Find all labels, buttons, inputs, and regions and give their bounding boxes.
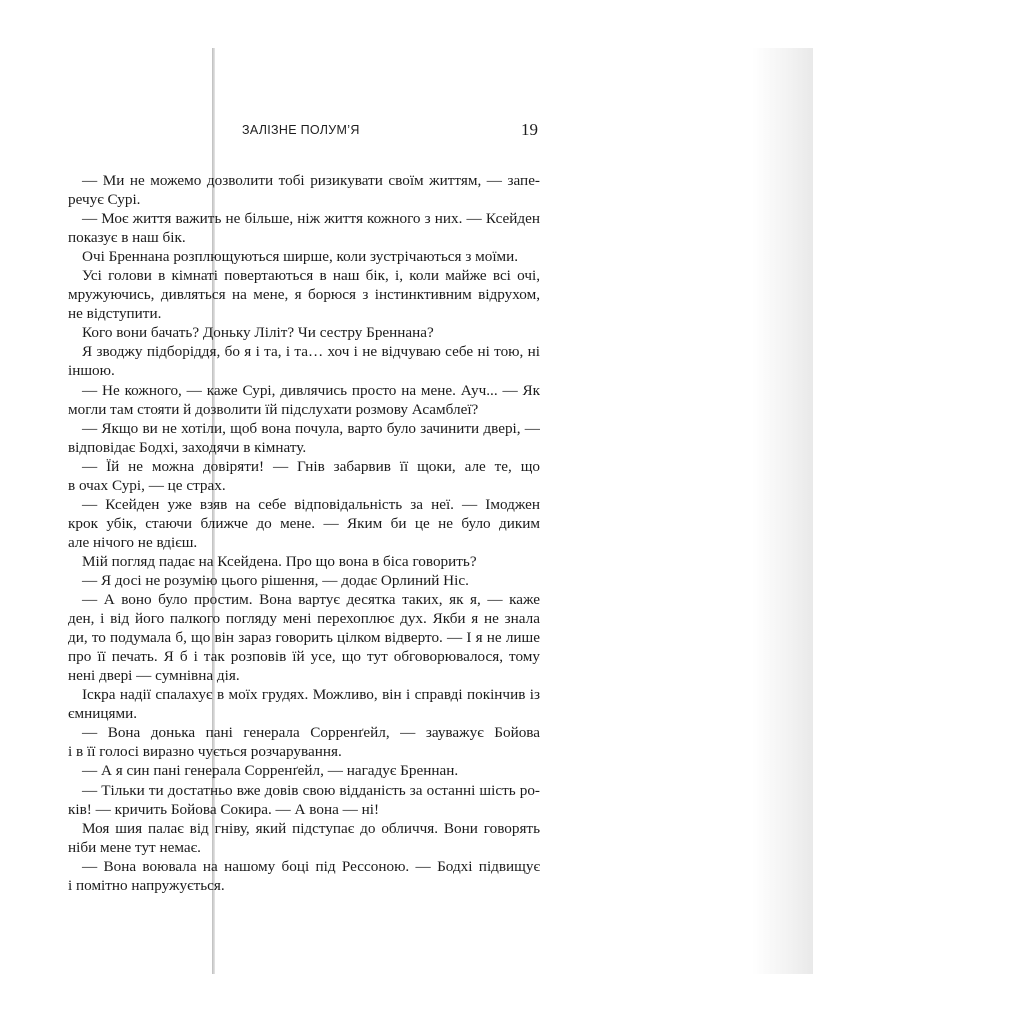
page-number: 19	[521, 120, 538, 139]
text-line: Мій погляд падає на Ксейдена. Про що вона в біса говорить?	[82, 552, 477, 570]
text-line: — А я син пані генерала Сорренґейл, — нагадує Бреннан.	[82, 762, 459, 780]
text-line: Іскра надії спалахує в моїх грудях. Можливо, він і справді покінчив із	[82, 686, 540, 704]
text-line: відповідає Бодхі, заходячи в кімнату.	[68, 438, 307, 456]
text-line: — Не кожного, — каже Сурі, дивлячись просто на мене. Ауч... — Як	[82, 381, 540, 399]
text-line: ків! — кричить Бойова Сокира. — А вона — ні!	[68, 800, 380, 818]
running-head: ЗАЛІЗНЕ ПОЛУМ’Я	[242, 123, 360, 137]
text-line: ди, то подумала б, що він зараз говорить цілком відверто. — І я не лише	[68, 629, 540, 647]
text-line: Кого вони бачать? Доньку Ліліт? Чи сестру Бреннана?	[82, 324, 434, 342]
text-line: показує в наш бік.	[68, 229, 186, 247]
text-line: — Ксейден уже взяв на себе відповідальність за неї. — Імоджен	[82, 495, 540, 513]
text-line: — Ми не можемо дозволити тобі ризикувати своїм життям, — запе-	[82, 172, 540, 189]
text-line: Моя шия палає від гніву, який підступає до обличчя. Вони говорять	[82, 819, 540, 837]
text-line: — Вона донька пані генерала Сорренґейл, — зауважує Бойова	[82, 724, 540, 742]
text-line: — Їй не можна довіряти! — Гнів забарвив її щоки, але те, що	[82, 457, 540, 475]
text-line: і помітно напружується.	[68, 876, 225, 894]
text-line: ємницями.	[68, 705, 138, 723]
text-line: Усі голови в кімнаті повертаються в наш бік, і, коли майже всі очі,	[82, 267, 540, 285]
text-line: Очі Бреннана розплющуються ширше, коли зустрічаються з моїми.	[82, 248, 519, 266]
text-line: іншою.	[68, 362, 115, 380]
text-line: — Тільки ти достатньо вже довів свою відданість за останні шість ро-	[82, 781, 540, 799]
text-line: мружуючись, дивляться на мене, я борюся з інстинктивним відрухом,	[68, 286, 540, 304]
text-line: в очах Сурі, — це страх.	[68, 476, 226, 494]
text-line: — Вона воювала на нашому боці під Рессоною. — Бодхі підвищує	[82, 857, 540, 875]
text-line: могли там стояти й дозволити їй підслухати розмову Асамблеї?	[68, 400, 479, 418]
text-line: — Моє життя важить не більше, ніж життя кожного з них. — Ксейден	[82, 210, 540, 228]
text-line: — А воно було простим. Вона вартує десятка таких, як я, — каже	[82, 591, 540, 609]
text-line: Я зводжу підборіддя, бо я і та, і та… хоч і не відчуваю себе ні тою, ні	[82, 343, 540, 361]
text-line: ніби мене тут немає.	[68, 838, 201, 856]
text-line: нені двері — сумнівна дія.	[68, 667, 240, 685]
text-line: речує Сурі.	[68, 191, 141, 209]
text-line: і в її голосі виразно чується розчарування.	[68, 743, 342, 761]
text-line: ден, і від його палкого погляду мені перехоплює дух. Якби я не знала	[68, 610, 540, 628]
text-line: але нічого не вдієш.	[68, 533, 198, 551]
text-line: не відступити.	[68, 305, 162, 323]
text-line: про її печать. Я б і так розповів їй усе, що тут обговорювалося, тому	[68, 648, 540, 666]
text-line: — Якщо ви не хотіли, щоб вона почула, варто було зачинити двері, —	[82, 419, 540, 437]
text-line: — Я досі не розумію цього рішення, — додає Орлиний Ніс.	[82, 571, 469, 589]
body-text	[68, 171, 540, 895]
text-line: крок убік, стаючи ближче до мене. — Яким би це не було диким	[68, 514, 540, 532]
